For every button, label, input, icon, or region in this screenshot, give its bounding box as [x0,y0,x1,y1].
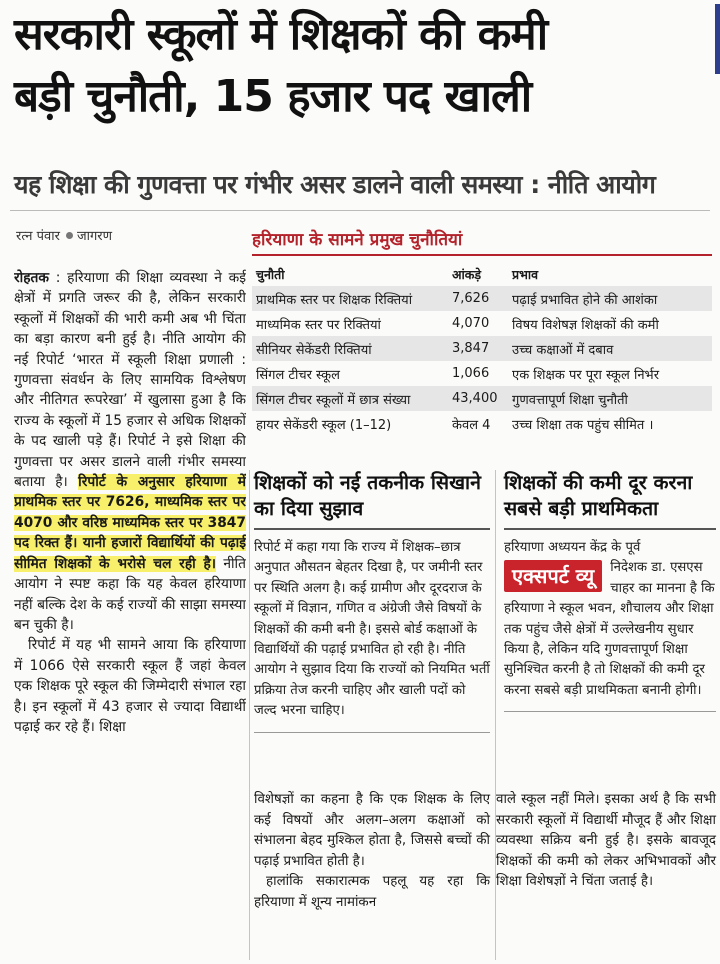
table-cell: केवल 4 [452,417,491,433]
table-cell: उच्च कक्षाओं में दबाव [508,336,712,361]
table-cell: 3,847 [448,336,508,361]
headline-line-2: बड़ी चुनौती, 15 हजार पद खाली [14,71,532,122]
table-cell: प्राथमिक स्तर पर शिक्षक रिक्तियां [252,286,448,311]
table-row [252,411,712,436]
right-body [504,538,716,701]
table-cell: सिंगल टीचर स्कूलों में छात्र संख्या [252,386,448,411]
table-cell: हायर सेकेंडरी स्कूल (1–12) [256,417,392,433]
table-cell: सीनियर सेकेंडरी रिक्तियां [252,336,448,361]
column-divider [249,470,250,960]
challenges-table-box [252,228,714,458]
byline-author: रत्न पंवार [16,229,60,244]
left-text-a: : हरियाणा की शिक्षा व्यवस्था ने कई क्षेत्रों में प्रगति जरूर की है, लेकिन सरकारी स्कूलों में शिक्षकों की भारी कमी अब भी चिंता का बड़ा कारण बनी हुई है। नीति आयोग की नई रिपोर्ट ‘भारत में स्कूली शिक्षा प्रणाली : गुणवत्ता संवर्धन के लिए सामयिक विश्लेषण और नीतिगत रूपरेखा’ में खुलासा हुआ है कि राज्य के स्कूलों में 15 हजार से अधिक शिक्षकों के पद खाली पड़े हैं। रिपोर्ट ने इसे शिक्षा की गुणवत्ता पर असर डालने वाली गंभीर समस्या बताया है। [14,270,246,491]
table-cell: 1,066 [452,366,490,381]
right-intro: हरियाणा अध्ययन केंद्र के पूर्व [504,540,641,555]
table-title-rule [252,254,712,256]
table-header-row [252,262,712,286]
table-header-cell: चुनौती [256,266,285,282]
table-cell: एक शिक्षक पर पूरा स्कूल निर्भर [512,367,660,383]
page-edge-bar [715,4,720,74]
left-paragraph-1 [14,268,246,635]
table-row [252,286,712,311]
subheadline: यह शिक्षा की गुणवत्ता पर गंभीर असर डालने वाली समस्या : नीति आयोग [14,170,656,199]
table-cell: 7,626 [448,286,508,311]
right-heading: शिक्षकों की कमी दूर करना सबसे बड़ी प्राथमिकता [504,471,693,520]
table-cell: माध्यमिक स्तर पर रिक्तियां [256,317,381,333]
bottom-middle-column [254,790,490,914]
table-header-cell: प्रभाव [512,266,539,282]
byline [16,226,112,244]
headline [14,4,704,128]
table-cell: उच्च शिक्षा तक पहुंच सीमित । [512,417,654,433]
table-row [252,311,712,336]
right-heading-rule [504,528,716,530]
middle-heading: शिक्षकों को नई तकनीक सिखाने का दिया सुझाव [254,471,481,520]
table-cell: 4,070 [452,316,490,331]
left-paragraph-2: रिपोर्ट में यह भी सामने आया कि हरियाणा में 1066 ऐसे सरकारी स्कूल हैं जहां केवल एक शिक्षक पूरे स्कूल की जिम्मेदारी संभाल रहा है। इन स्कूलों में 43 हजार से ज्यादा विद्यार्थी पढ़ाई कर रहे हैं। शिक्षा [14,637,246,735]
bottom-right-column [496,790,716,893]
table-header-cell: आंकड़े [452,266,482,282]
table-cell: 43,400 [448,386,508,411]
bottom-right-paragraph-1: वाले स्कूल नहीं मिले। इसका अर्थ है कि सभी सरकारी स्कूलों में विद्यार्थी मौजूद हैं और शिक्षा व्यवस्था सक्रिय बनी हुई है। इसके बावजूद शिक्षकों की कमी को लेकर अभिभावकों और शिक्षा विशेषज्ञों ने चिंता जताई है। [496,792,716,890]
dateline: रोहतक [14,270,50,286]
byline-publication: जागरण [76,229,113,244]
highlighted-text: रिपोर्ट के अनुसार हरियाणा में प्राथमिक स्तर पर 7626, माध्यमिक स्तर पर 4070 और वरिष्ठ माध्यमिक स्तर पर 3847 पद रिक्त हैं। यानी हजारों विद्यार्थियों की पढ़ाई सीमित शिक्षकों के भरोसे चल रही है। [14,474,246,572]
table-cell: विषय विशेषज्ञ शिक्षकों की कमी [512,317,659,333]
middle-heading-rule [254,528,490,530]
expert-view-box [504,470,716,712]
bottom-middle-paragraph-1: विशेषज्ञों का कहना है कि एक शिक्षक के लिए कई विषयों और अलग–अलग कक्षाओं को संभालना बेहद मुश्किल होता है, जिससे बच्चों की पढ़ाई प्रभावित होती है। [254,792,490,869]
expert-view-badge: एक्सपर्ट व्यू [504,560,602,592]
headline-line-1: सरकारी स्कूलों में शिक्षकों की कमी [14,9,548,60]
table-row [252,336,712,361]
table-row [252,386,712,411]
table-title: हरियाणा के सामने प्रमुख चुनौतियां [252,230,463,250]
left-text-b: नीति आयोग ने स्पष्ट कहा कि यह केवल हरियाणा नहीं बल्कि देश के कई राज्यों की साझा समस्या बन चुकी है। [14,555,246,633]
table-row [252,361,712,386]
bottom-middle-paragraph-2: हालांकि सकारात्मक पहलू यह रहा कि हरियाणा में शून्य नामांकन [254,874,490,910]
challenges-table [252,262,712,436]
table-cell: गुणवत्तापूर्ण शिक्षा चुनौती [508,386,712,411]
middle-article-box [254,470,490,733]
middle-end-rule [254,732,490,733]
middle-body: रिपोर्ट में कहा गया कि राज्य में शिक्षक–छात्र अनुपात औसतन बेहतर दिखा है, पर जमीनी स्तर पर स्थिति अलग है। कई ग्रामीण और दूरदराज के स्कूलों में विज्ञान, गणित व अंग्रेजी जैसे विषयों के शिक्षकों की कमी बनी है। इससे बोर्ड कक्षाओं के विद्यार्थियों की पढ़ाई प्रभावित हो रही है। नीति आयोग ने सुझाव दिया कि राज्यों को नियमित भर्ती प्रक्रिया तेज करनी चाहिए और खाली पदों को जल्द भरना चाहिए। [254,540,490,719]
table-cell: सिंगल टीचर स्कूल [256,367,340,383]
right-body-text: निदेशक डा. एसएस चाहर का मानना है कि हरियाणा ने स्कूल भवन, शौचालय और शिक्षा तक पहुंच जैसे क्षेत्रों में उल्लेखनीय सुधार किया है, लेकिन यदि गुणवत्तापूर्ण शिक्षा सुनिश्चित करनी है तो शिक्षकों की कमी दूर करना सबसे बड़ी प्राथमिकता बनानी होगी। [504,560,715,698]
left-article-column [14,268,246,958]
table-cell: पढ़ाई प्रभावित होने की आशंका [508,286,712,311]
bullet-icon [66,232,73,239]
top-divider [10,210,710,211]
right-end-rule [504,711,716,712]
